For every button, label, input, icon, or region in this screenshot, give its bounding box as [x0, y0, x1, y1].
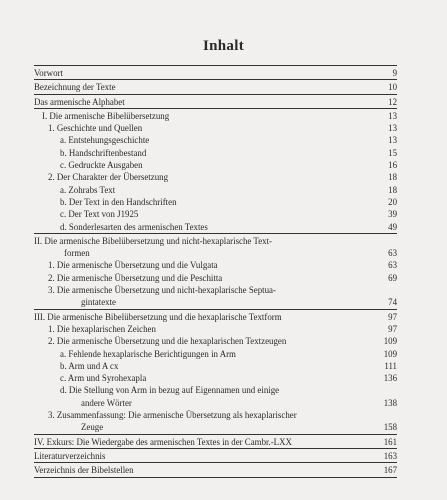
toc-entry [34, 272, 397, 284]
toc-label: 3. Die armenische Übersetzung und nicht-hexaplarische Septua- [48, 285, 276, 296]
toc-label: III. Die armenische Bibelübersetzung und die hexaplarische Textform [34, 311, 282, 322]
toc-label: 2. Die armenische Übersetzung und die Peschitta [48, 272, 223, 283]
toc-page-number: 49 [388, 221, 397, 232]
toc-page-number: 16 [388, 160, 397, 171]
toc-page-number: 69 [388, 272, 397, 283]
toc-page-number: 9 [392, 68, 397, 78]
toc-label: gintatexte [81, 297, 116, 308]
toc-label: 1. Die armenische Übersetzung und die Vulgata [48, 260, 218, 271]
toc-block-bibelstellen [34, 463, 397, 477]
toc-page-number: 13 [388, 110, 397, 121]
page-title: Inhalt [203, 38, 244, 54]
toc-page-number: 20 [388, 196, 397, 207]
toc-label: IV. Exkurs: Die Wiedergabe des armenischen Textes in der Cambr.-LXX [34, 436, 292, 447]
toc-entry [34, 296, 397, 308]
toc-label: 3. Zusammenfassung: Die armenische Übersetzung als hexaplarischer [48, 410, 297, 421]
toc-label: I. Die armenische Bibelübersetzung [42, 110, 170, 121]
toc-entry [34, 235, 397, 247]
toc-page-number: 161 [383, 436, 397, 447]
toc-page-number: 39 [388, 209, 397, 220]
toc-label: c. Gedruckte Ausgaben [60, 160, 143, 171]
toc-entry [34, 171, 397, 183]
toc-entry [34, 67, 397, 79]
toc-page-number: 15 [388, 147, 397, 158]
table-of-contents [34, 65, 397, 478]
toc-entry [34, 110, 397, 122]
toc-label: Bezeichnung der Texte [34, 82, 116, 93]
toc-label: 2. Die armenische Übersetzung und die hexaplarischen Textzeugen [48, 336, 287, 347]
toc-label: II. Die armenische Bibelübersetzung und nicht-hexaplarische Text- [34, 235, 273, 246]
toc-label: Das armenische Alphabet [34, 96, 125, 107]
toc-entry [34, 208, 397, 220]
toc-block-literatur [34, 449, 397, 463]
toc-page-number: 109 [383, 348, 397, 359]
toc-page-number: 111 [384, 360, 397, 371]
toc-label: 2. Der Charakter der Übersetzung [48, 172, 169, 183]
toc-block-section-2 [34, 234, 397, 310]
toc-entry [34, 284, 397, 296]
toc-entry [34, 96, 397, 108]
toc-label: 1. Die hexaplarischen Zeichen [48, 323, 156, 334]
toc-entry [34, 247, 397, 259]
toc-page-number: 12 [388, 96, 397, 107]
toc-entry [34, 421, 397, 433]
toc-block-section-3 [34, 310, 397, 435]
toc-label: b. Der Text in den Handschriften [60, 196, 177, 207]
toc-label: 1. Geschichte und Quellen [48, 123, 143, 134]
toc-page-number: 97 [388, 311, 397, 322]
toc-label: c. Der Text von J1925 [60, 209, 139, 220]
toc-label: a. Fehlende hexaplarische Berichtigungen in Arm [60, 348, 236, 359]
toc-entry [34, 134, 397, 146]
toc-page-number: 109 [383, 336, 397, 347]
toc-page-number: 136 [383, 373, 397, 384]
toc-entry [34, 122, 397, 134]
toc-page-number: 97 [388, 323, 397, 334]
toc-entry [34, 147, 397, 159]
toc-label: b. Arm und A cx [60, 360, 119, 371]
toc-block-alphabet [34, 95, 397, 109]
toc-entry [34, 436, 397, 448]
toc-block-section-1 [34, 109, 397, 234]
toc-entry [34, 397, 397, 409]
toc-entry [34, 464, 397, 476]
toc-page-number: 167 [383, 465, 397, 476]
toc-label: b. Handschriftenbestand [60, 147, 147, 158]
toc-label: formen [64, 248, 90, 259]
toc-entry [34, 259, 397, 271]
toc-label: a. Entstehungsgeschichte [60, 135, 150, 146]
toc-page-number: 74 [388, 297, 397, 308]
toc-entry [34, 360, 397, 372]
toc-label: Vorwort [34, 68, 63, 78]
toc-page-number: 163 [383, 450, 397, 461]
toc-entry [34, 311, 397, 323]
toc-page-number: 63 [388, 248, 397, 259]
toc-block-vorwort [34, 65, 397, 80]
toc-entry [34, 384, 397, 396]
toc-entry [34, 348, 397, 360]
toc-label: Zeuge [81, 422, 104, 433]
toc-page-number: 63 [388, 260, 397, 271]
toc-page-number: 138 [383, 397, 397, 408]
toc-page-number: 10 [388, 82, 397, 93]
toc-entry [34, 450, 397, 462]
toc-page-number: 18 [388, 172, 397, 183]
toc-entry [34, 196, 397, 208]
toc-entry [34, 81, 397, 93]
toc-entry [34, 323, 397, 335]
toc-page-number: 13 [388, 123, 397, 134]
toc-label: d. Sonderlesarten des armenischen Textes [60, 221, 208, 232]
toc-block-section-4 [34, 435, 397, 449]
toc-entry [34, 409, 397, 421]
toc-entry [34, 184, 397, 196]
toc-label: Verzeichnis der Bibelstellen [34, 465, 134, 476]
toc-entry [34, 159, 397, 171]
toc-label: d. Die Stellung von Arm in bezug auf Eigennamen und einige [60, 385, 280, 396]
toc-label: c. Arm und Syrohexapla [60, 373, 147, 384]
toc-label: andere Wörter [81, 397, 132, 408]
toc-page-number: 158 [383, 422, 397, 433]
toc-page-number: 18 [388, 184, 397, 195]
toc-entry [34, 335, 397, 347]
toc-entry [34, 221, 397, 233]
toc-page-number: 13 [388, 135, 397, 146]
toc-block-bezeichnung [34, 80, 397, 94]
toc-entry [34, 372, 397, 384]
toc-label: a. Zohrabs Text [60, 184, 116, 195]
toc-label: Literaturverzeichnis [34, 450, 106, 461]
